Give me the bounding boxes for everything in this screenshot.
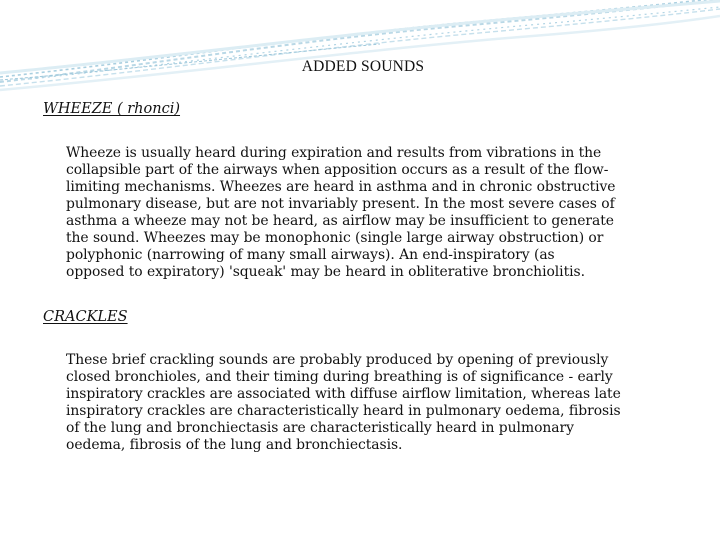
- paragraph-line: asthma a wheeze may not be heard, as airflow may be insufficient to generate: [66, 213, 614, 229]
- crackles-heading: CRACKLES: [43, 309, 128, 325]
- wheeze-paragraph: [66, 145, 686, 281]
- paragraph-line: These brief crackling sounds are probably produced by opening of previously: [66, 352, 609, 368]
- paragraph-line: limiting mechanisms. Wheezes are heard in asthma and in chronic obstructive: [66, 179, 616, 195]
- paragraph-line: inspiratory crackles are associated with diffuse airflow limitation, whereas late: [66, 386, 621, 402]
- paragraph-line: of the lung and bronchiectasis are characteristically heard in pulmonary: [66, 420, 574, 436]
- paragraph-line: the sound. Wheezes may be monophonic (single large airway obstruction) or: [66, 230, 604, 246]
- paragraph-line: inspiratory crackles are characteristically heard in pulmonary oedema, fibrosis: [66, 403, 621, 419]
- paragraph-line: collapsible part of the airways when apposition occurs as a result of the flow-: [66, 162, 609, 178]
- paragraph-line: closed bronchioles, and their timing during breathing is of significance - early: [66, 369, 613, 385]
- paragraph-line: opposed to expiratory) 'squeak' may be heard in obliterative bronchiolitis.: [66, 264, 585, 280]
- slide-title: ADDED SOUNDS: [301, 58, 425, 75]
- paragraph-line: Wheeze is usually heard during expiration and results from vibrations in the: [66, 145, 602, 161]
- paragraph-line: pulmonary disease, but are not invariably present. In the most severe cases of: [66, 196, 615, 212]
- wheeze-heading: WHEEZE ( rhonci): [43, 101, 181, 117]
- paragraph-line: polyphonic (narrowing of many small airways). An end-inspiratory (as: [66, 247, 555, 263]
- crackles-paragraph: [66, 352, 686, 454]
- paragraph-line: oedema, fibrosis of the lung and bronchiectasis.: [66, 437, 403, 453]
